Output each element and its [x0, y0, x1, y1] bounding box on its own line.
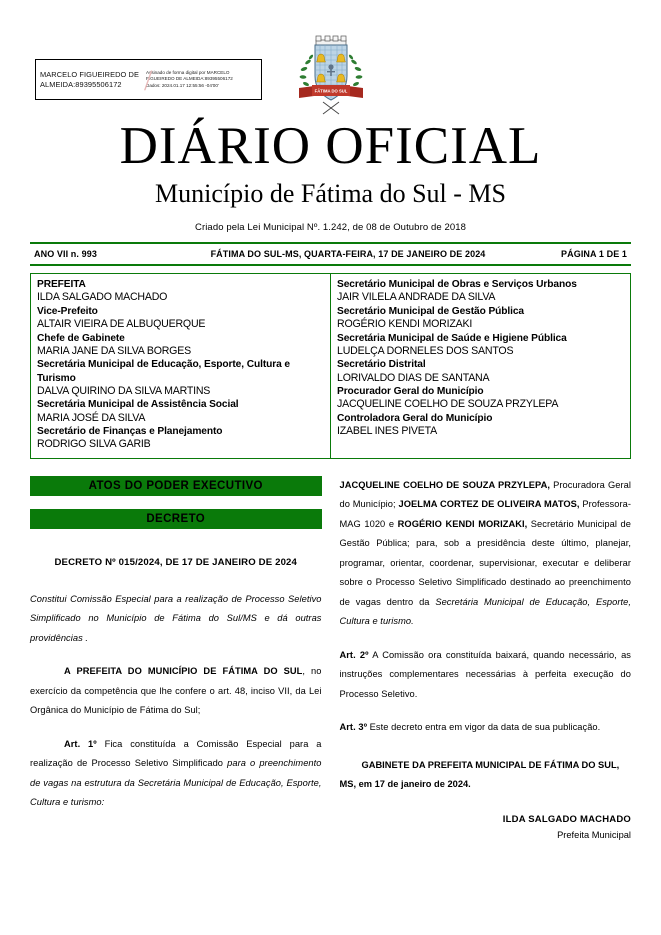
signer-name: ILDA SALGADO MACHADO [502, 813, 631, 825]
article-1-italic-text: para o preenchimento de vagas na estrutura da Secretária Municipal de Educação, Esporte, Cultura e turismo: [30, 758, 322, 808]
article-2-label: Art. 2º [339, 649, 369, 660]
decree-closing-line: GABINETE DA PREFEITA MUNICIPAL DE FÁTIMA DO SUL, MS, em 17 de janeiro de 2024. [339, 759, 620, 790]
crest-ribbon-label: FÁTIMA DO SUL [314, 88, 347, 94]
content-column-left [30, 476, 322, 843]
signature-slash-mark: / [144, 64, 153, 97]
issue-page-number: PÁGINA 1 DE 1 [561, 249, 627, 259]
decree-title: DECRETO Nº 015/2024, DE 17 DE JANEIRO DE 2024 [54, 556, 298, 568]
official-role: Secretário de Finanças e Planejamento [37, 426, 223, 438]
member-3-name: ROGÉRIO KENDI MORIZAKI, [397, 518, 528, 529]
officials-box [30, 273, 631, 459]
officials-column-right [331, 274, 630, 458]
official-name: ROGÉRIO KENDI MORIZAKI [337, 318, 473, 330]
article-1-plain-text: Fica constituída a Comissão Especial para a realização de Processo Seletivo Simplificado [30, 738, 322, 769]
official-role: Secretário Municipal de Obras e Serviços Urbanos [337, 279, 577, 290]
official-name: JAIR VILELA ANDRADE DA SILVA [337, 291, 496, 304]
official-name: ALTAIR VIEIRA DE ALBUQUERQUE [37, 318, 206, 330]
content-column-right [340, 476, 632, 843]
member-3-role: Secretário Municipal de Gestão Pública; para, sob a presidência deste último, planejar, programar, orientar, coordenar, supervisionar, executar e deliberar sobre o Processo Seletivo Simplificado destinado ao preenchimento de vagas dentro da [339, 518, 631, 607]
article-1-label: Art. 1º [64, 738, 97, 749]
article-2-text: A Comissão ora constituída baixará, quando necessário, as instruções complementares necessárias à perfeita execução do Processo Seletivo. [339, 649, 631, 699]
coat-of-arms-icon [294, 26, 368, 118]
signature-detail-line-2: FIGUEIREDO DE ALMEIDA:89395506172 [146, 76, 233, 82]
official-name: LORIVALDO DIAS DE SANTANA [337, 371, 490, 384]
issue-year-number: ANO VII n. 993 [34, 249, 97, 259]
member-1-name: JACQUELINE COELHO DE SOUZA PRZYLEPA, [339, 479, 550, 490]
official-role: Chefe de Gabinete [37, 332, 125, 344]
banner-decreto: DECRETO [30, 509, 322, 529]
official-name: LUDELÇA DORNELES DOS SANTOS [337, 344, 514, 357]
signature-detail-line-1: Assinado de forma digital por MARCELO [146, 69, 230, 75]
signature-name-line-2: ALMEIDA:89395506172 [40, 79, 122, 89]
decree-preamble [30, 662, 322, 721]
page-title: DIÁRIO OFICIAL [119, 117, 542, 175]
content-columns [30, 476, 631, 843]
member-2-role: Professora- MAG 1020 e [339, 499, 631, 529]
decree-article-1 [30, 735, 322, 813]
official-role: Secretária Municipal de Saúde e Higiene Pública [337, 332, 567, 344]
official-name: ILDA SALGADO MACHADO [37, 291, 168, 304]
official-role: Secretário Distrital [337, 359, 426, 371]
decree-article-3 [340, 718, 632, 738]
member-1-role: Procuradora Geral do Município; [339, 479, 631, 510]
crest-container [0, 26, 661, 123]
official-role: Vice-Prefeito [37, 305, 98, 317]
banner-atos-poder-executivo: ATOS DO PODER EXECUTIVO [30, 476, 322, 496]
masthead-subtitle: Município de Fátima do Sul - MS [155, 179, 506, 208]
official-name: IZABEL INES PIVETA [337, 425, 438, 438]
signature-name-line-1: MARCELO FIGUEIREDO DE [40, 69, 140, 79]
official-name: MARIA JOSÉ DA SILVA [37, 411, 146, 424]
preamble-bold-text: A PREFEITA DO MUNICÍPIO DE FÁTIMA DO SUL [64, 666, 303, 677]
member-2-name: JOELMA CORTEZ DE OLIVEIRA MATOS, [398, 499, 580, 510]
masthead-law-line: Criado pela Lei Municipal Nº. 1.242, de 08 de Outubro de 2018 [195, 222, 466, 233]
official-name: RODRIGO SILVA GARIB [37, 438, 151, 451]
official-name: DALVA QUIRINO DA SILVA MARTINS [37, 384, 211, 397]
issue-place-date: FÁTIMA DO SUL-MS, QUARTA-FEIRA, 17 DE JANEIRO DE 2024 [210, 249, 486, 259]
official-role: Procurador Geral do Município [337, 386, 484, 398]
member-3-italic-text: Secretária Municipal de Educação, Esporte, Cultura e turismo. [339, 596, 631, 627]
signer-role: Prefeita Municipal [557, 829, 631, 840]
decree-summary: Constitui Comissão Especial para a realização de Processo Seletivo Simplificado no Município de Fátima do Sul/MS e dá outras providências . [30, 593, 322, 643]
officials-column-left [31, 274, 331, 458]
official-name: MARIA JANE DA SILVA BORGES [37, 344, 191, 357]
decree-article-2 [340, 646, 632, 705]
official-role: Secretário Municipal de Gestão Pública [337, 305, 524, 317]
official-role: Controladora Geral do Município [337, 412, 493, 424]
official-role: Secretária Municipal de Assistência Social [37, 399, 239, 411]
official-role: Secretária Municipal de Educação, Esporte, Cultura e Turismo [37, 359, 290, 384]
issue-info-bar [30, 242, 631, 266]
article-3-label: Art. 3º [339, 722, 368, 733]
article-3-text: Este decreto entra em vigor da data de sua publicação. [367, 722, 601, 733]
signature-detail-line-3: Dados: 2024.01.17 12:55:56 -04'00' [146, 82, 219, 88]
official-name: JACQUELINE COELHO DE SOUZA PRZYLEPA [337, 398, 559, 411]
preamble-rest-text: , no exercício da competência que lhe confere o art. 48, inciso VII, da Lei Orgânica do Município de Fátima do Sul; [30, 666, 322, 716]
commission-members [340, 476, 632, 632]
official-role: PREFEITA [37, 279, 86, 290]
